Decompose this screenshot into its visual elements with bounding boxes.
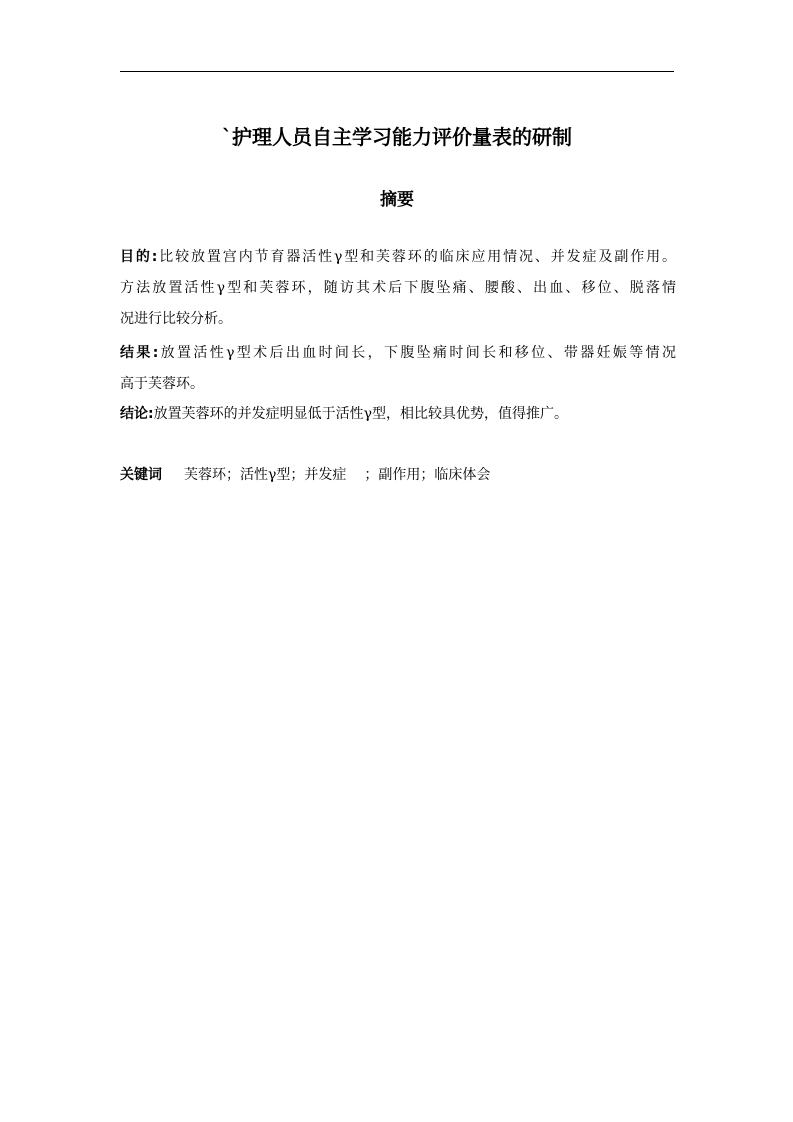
keywords-line — [120, 460, 676, 491]
conclusion-label: 结论: — [120, 406, 154, 422]
conclusion-text: 放置芙蓉环的并发症明显低于活性γ型，相比较具优势，值得推广。 — [153, 406, 568, 422]
keywords-text-1: 芙蓉环；活性γ型；并发症 — [184, 467, 347, 483]
objective-line-3: 况进行比较分析。 — [120, 311, 232, 327]
objective-line-1 — [120, 242, 676, 273]
objective-text-1: 比较放置宫内节育器活性γ型和芙蓉环的临床应用情况、并发症及副作用。 — [157, 249, 676, 265]
results-line-2: 高于芙蓉环。 — [120, 376, 204, 392]
results-label: 结果: — [120, 345, 159, 361]
keywords-label: 关键词 — [120, 467, 162, 483]
results-text-1: 放置活性γ型术后出血时间长，下腹坠痛时间长和移位、带器妊娠等情况 — [158, 345, 676, 361]
objective-line-2: 方法放置活性γ型和芙蓉环，随访其术后下腹坠痛、腰酸、出血、移位、脱落情 — [120, 280, 676, 296]
objective-label: 目的: — [120, 249, 158, 265]
keywords-text-2: ；副作用；临床体会 — [364, 467, 491, 483]
header-rule — [120, 71, 674, 72]
abstract-heading: 摘要 — [380, 190, 414, 210]
conclusion-line-1 — [120, 399, 676, 430]
results-line-1 — [120, 338, 676, 369]
conclusion-paragraph — [120, 399, 676, 430]
results-paragraph — [120, 338, 676, 400]
document-title: `护理人员自主学习能力评价量表的研制 — [222, 125, 572, 149]
objective-paragraph — [120, 242, 676, 335]
